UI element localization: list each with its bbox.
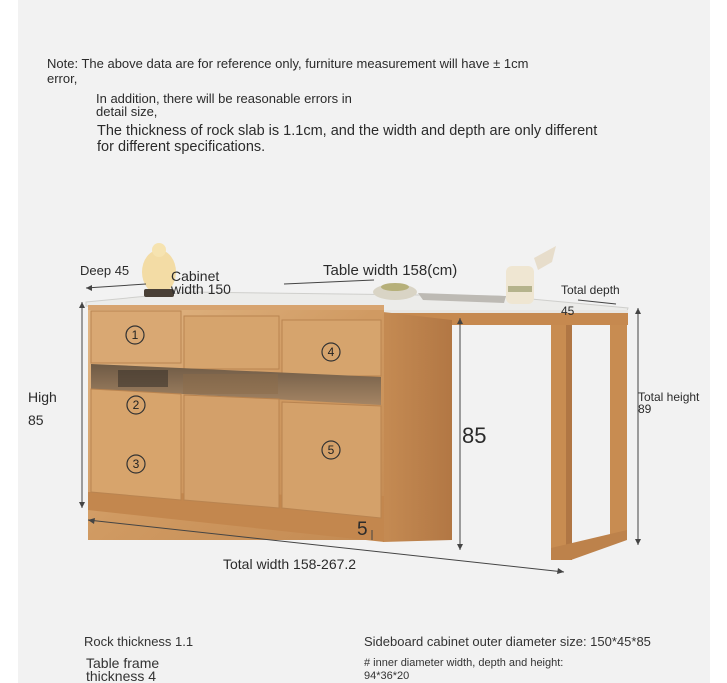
door-middle [184,395,279,508]
table-leg-back [610,325,627,540]
drawer-label-4: 4 [327,345,335,359]
note-line-2b: detail size, [96,104,158,119]
drawer-label-3: 3 [132,457,140,471]
drawer-label-2: 2 [132,398,140,412]
drawer-label-5: 5 [327,443,335,457]
note-line-1b: error, [47,71,78,86]
rock-thickness-label: Rock thickness 1.1 [84,634,194,649]
deep-label: Deep 45 [80,263,130,278]
cabinet-width-label-b: width 150 [171,281,231,297]
inner-size-label-b: 94*36*20 [364,670,410,682]
high-value: 85 [28,412,44,428]
total-height-label: Total height [638,390,700,404]
drawer-label-1: 1 [131,328,139,342]
total-width-label: Total width 158-267.2 [223,556,357,572]
inner-size-label-a: # inner diameter width, depth and height: [364,657,564,669]
table-frame-label-b: thickness 4 [86,668,157,683]
total-height-value: 89 [638,402,652,416]
note-line-2: In addition, there will be reasonable errors in [96,91,352,106]
note-line-3: The thickness of rock slab is 1.1cm, and the width and depth are only different [97,123,598,139]
door-5 [282,402,381,518]
cabinet-side-panel [383,312,452,542]
cabinet-width-label-a: Cabinet [171,268,220,284]
total-depth-value: 45 [561,304,575,318]
product-sheet [18,0,710,683]
total-depth-label: Total depth [561,283,620,297]
high-label: High [28,389,57,405]
drawer-top-middle [184,316,279,369]
note-line-3b: for different specifications. [97,139,266,155]
table-frame-label-a: Table frame [86,655,160,671]
inner-height-value: 85 [462,423,487,448]
furniture-illustration [18,0,710,683]
outer-size-label: Sideboard cabinet outer diameter size: 150*45*85 [364,634,651,649]
pitcher-decor [506,266,534,304]
plinth-height-value: 5 [357,519,368,540]
note-line-1: Note: The above data are for reference only, furniture measurement will have ± 1cm [47,56,529,71]
table-width-label: Table width 158(cm) [323,262,458,279]
